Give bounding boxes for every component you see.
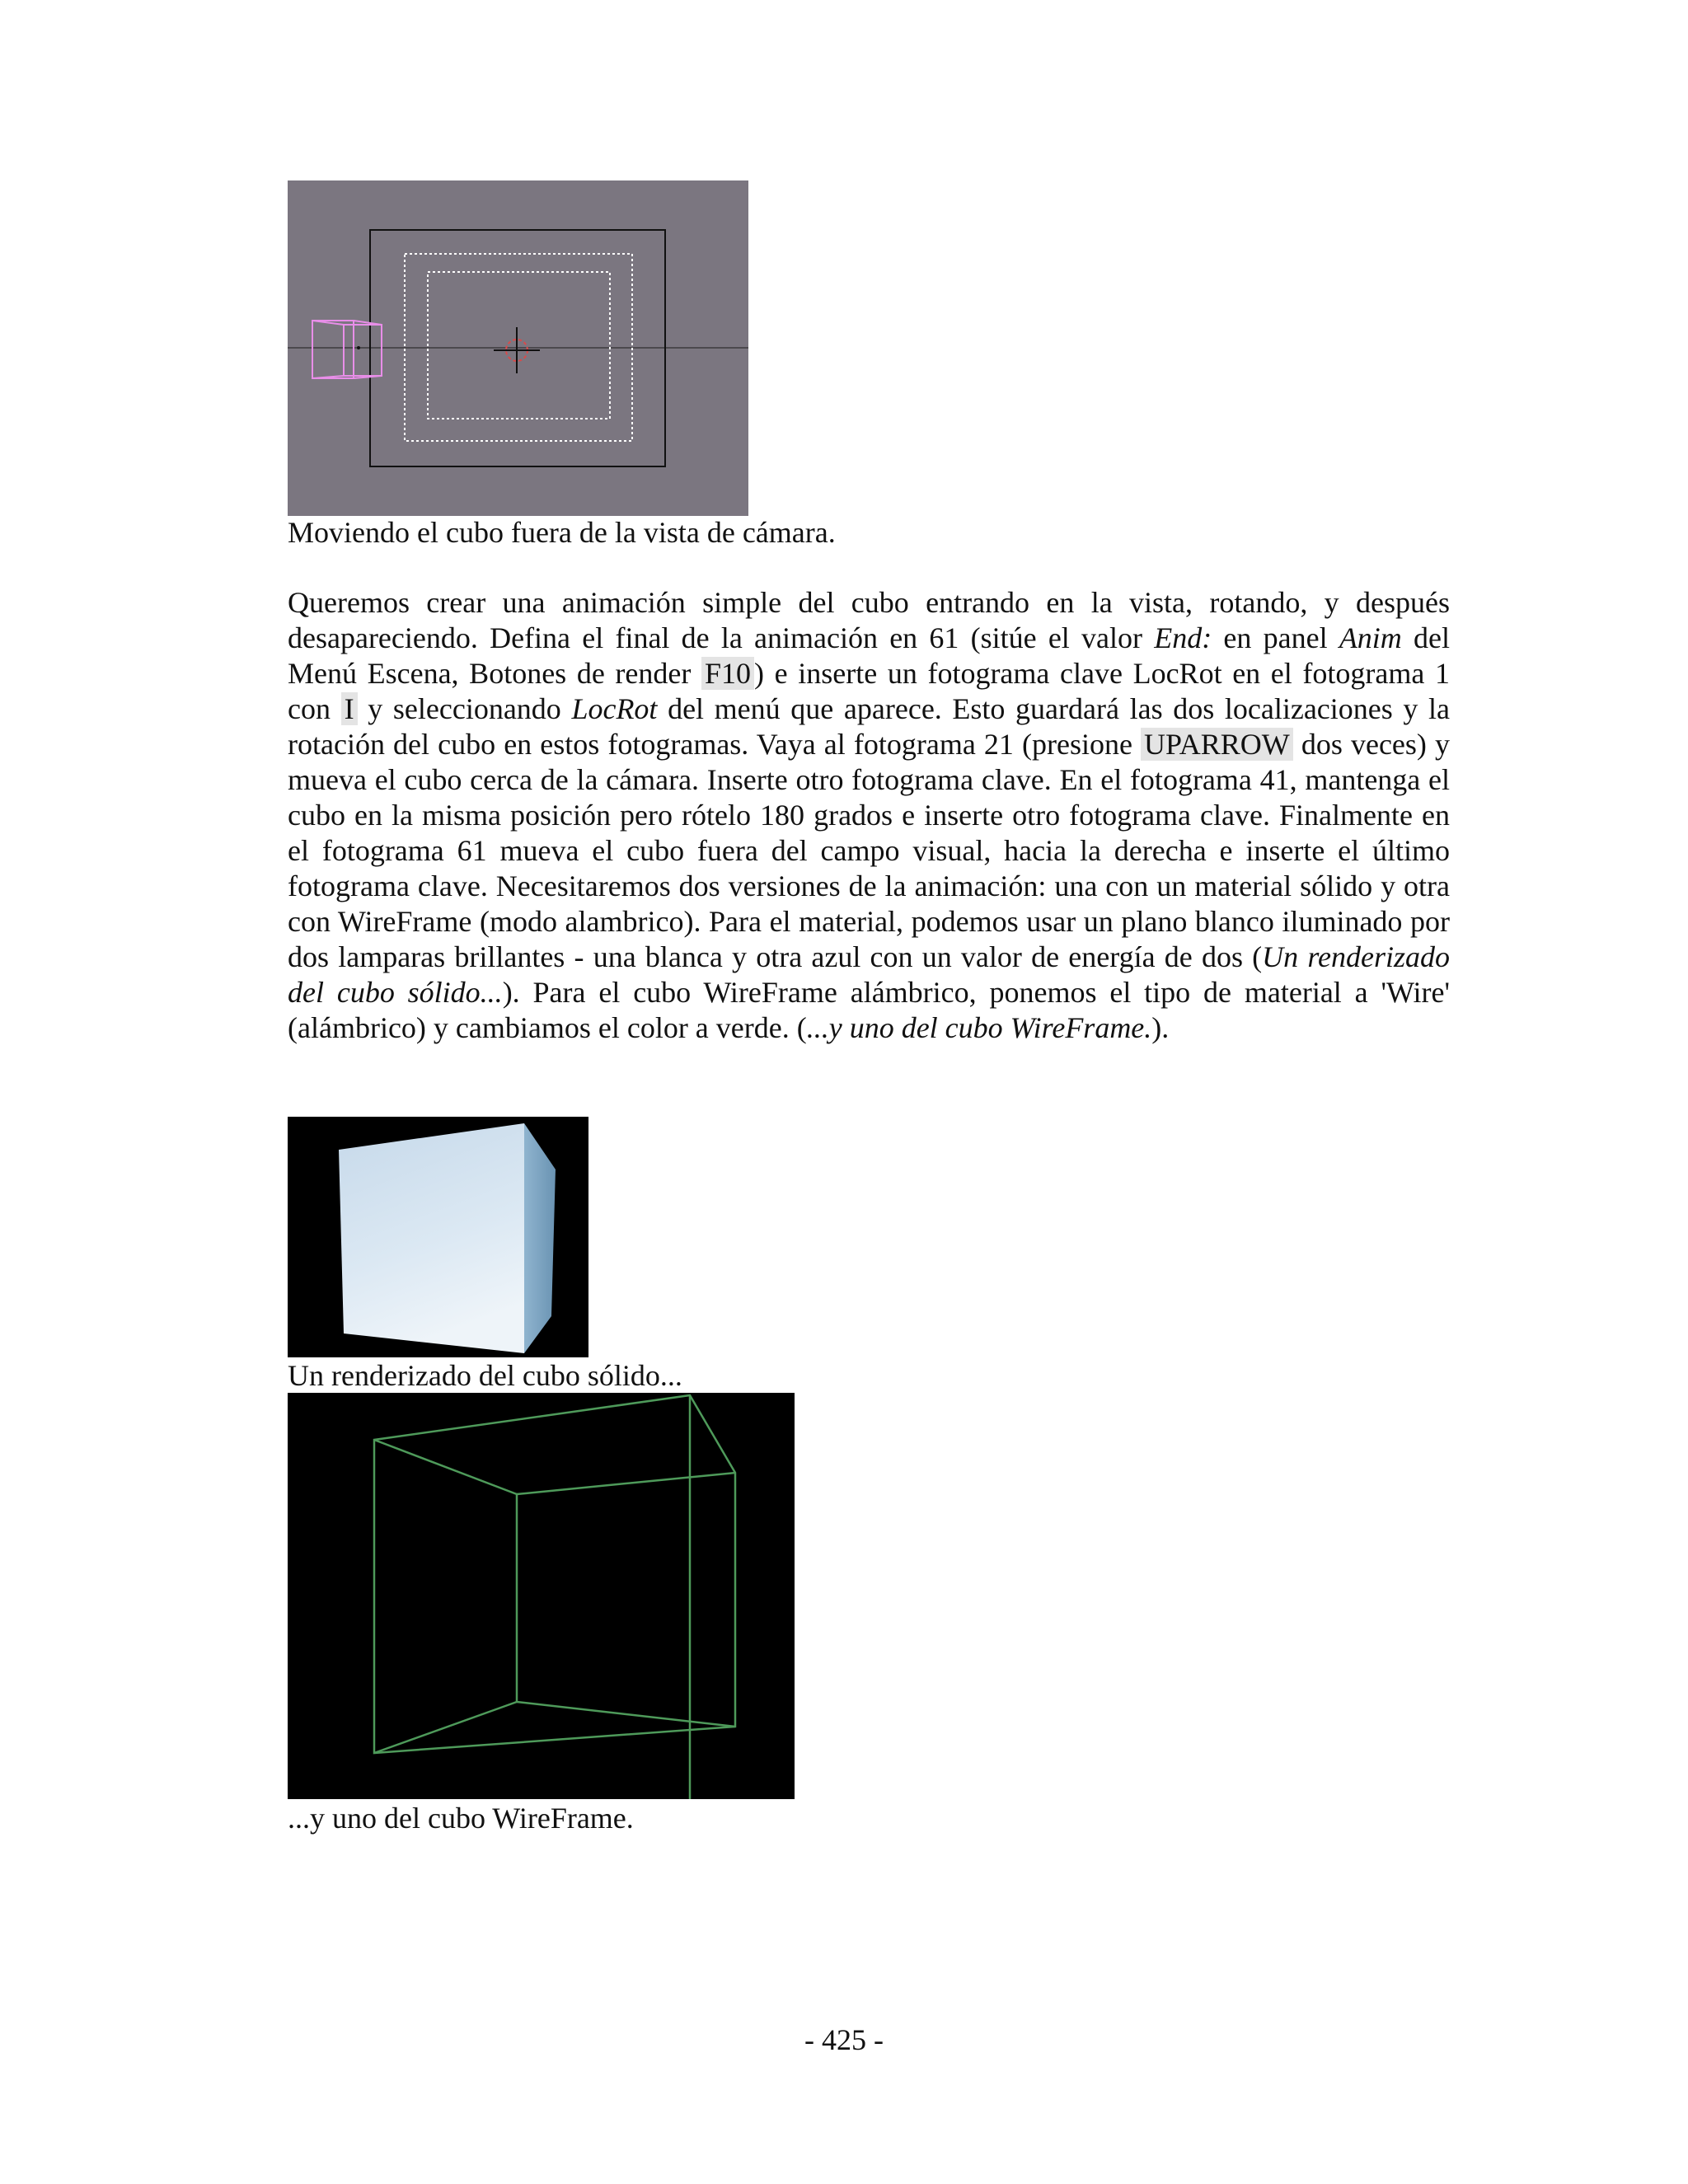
body-text: ). Para el cubo WireFrame alámbrico, ponemos el tipo de material a 'Wire' (alámbrico) y cambiamos el color a verde. (: [288, 976, 1450, 1044]
body-text: Queremos crear una animación simple del cubo entrando en la vista, rotando, y después desapareciendo. Defina el final de la animación en 61 (sitúe el valor: [288, 586, 1450, 654]
body-paragraph: [288, 585, 1450, 1046]
solid-render-figure: [288, 1117, 588, 1357]
body-text: y seleccionando: [357, 692, 572, 725]
cube-center-dot: [357, 346, 360, 349]
camera-view-caption: Moviendo el cubo fuera de la vista de cámara.: [288, 516, 836, 549]
body-text: en panel: [1212, 621, 1339, 654]
body-text: del menú que aparece. Esto guardará las dos localizaciones y la rotación del cubo en estos fotogramas. Vaya al fotograma 21 (presione: [288, 692, 1451, 761]
solid-figure-reference: Un renderizado del cubo sólido...: [288, 940, 1450, 1009]
camera-view-figure: [288, 180, 748, 516]
key-f10: F10: [701, 657, 754, 690]
page-number: - 425 -: [804, 2023, 884, 2056]
body-text: dos veces) y mueva el cubo cerca de la cámara. Inserte otro fotograma clave. En el fotograma 41, mantenga el cubo en la misma posición pero rótelo 180 grados e inserte otro fotograma clave. Finalmente en el fotograma 61 mueva el cubo fuera del campo visual, hacia la derecha e inserte el último fotograma clave. Necesitaremos dos versiones de la animación: una con un material sólido y otra con WireFrame (modo alambrico). Para el material, podemos usar un plano blanco iluminado por dos lamparas brillantes - una blanca y otra azul con un valor de energía de dos (: [288, 728, 1450, 973]
wire-figure-reference: ...y uno del cubo WireFrame.: [806, 1011, 1152, 1044]
end-field-label: End:: [1154, 621, 1212, 654]
body-text: del Menú Escena, Botones de render: [288, 621, 1451, 690]
cube-front-face: [339, 1123, 524, 1353]
key-uparrow: UPARROW: [1141, 728, 1293, 761]
key-i: I: [341, 692, 358, 725]
render-background: [288, 1393, 795, 1799]
wire-render-figure: [288, 1393, 795, 1799]
body-text: ) e inserte un fotograma clave LocRot en el fotograma 1 con: [288, 657, 1450, 725]
body-text: ).: [1151, 1011, 1170, 1044]
anim-panel-label: Anim: [1339, 621, 1402, 654]
solid-render-caption: Un renderizado del cubo sólido...: [288, 1359, 682, 1392]
locrot-menu-label: LocRot: [571, 692, 658, 725]
wire-render-caption: ...y uno del cubo WireFrame.: [288, 1802, 634, 1835]
